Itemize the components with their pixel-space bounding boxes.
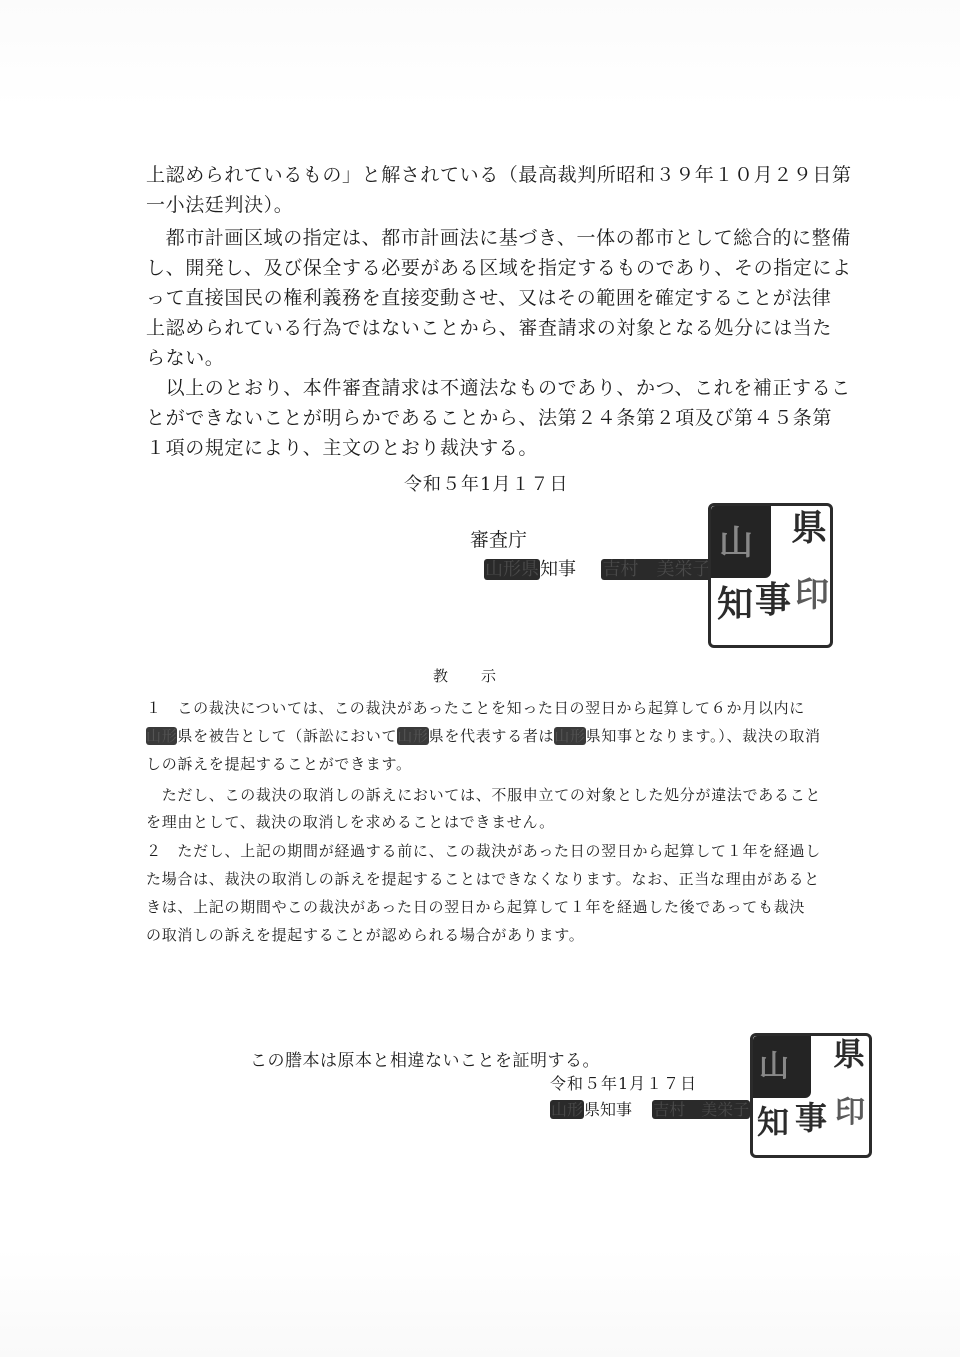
- notice-line: １ この裁決については、この裁決があったことを知った日の翌日から起算して６か月以内に: [146, 699, 805, 717]
- body-line: とができないことが明らかであることから、法第２４条第２項及び第４５条第: [146, 407, 833, 429]
- governor-title: 知事: [540, 559, 576, 580]
- body-line: し、開発し、及び保全する必要がある区域を指定するものであり、その指定によ: [146, 257, 852, 279]
- notice-heading: 教 示: [433, 667, 498, 685]
- notice-line: を理由として、裁決の取消しを求めることはできません。: [146, 813, 555, 831]
- seal-char: 印: [795, 575, 829, 615]
- body-line: って直接国民の権利義務を直接変動させ、又はその範囲を確定することが法律: [146, 287, 832, 309]
- seal-char: 知: [717, 583, 754, 625]
- notice-line: た場合は、裁決の取消しの訴えを提起することはできなくなります。なお、正当な理由があると: [146, 870, 820, 888]
- decision-signatory: [484, 555, 711, 581]
- decision-date: 令和５年1月１７日: [404, 474, 569, 495]
- notice-line: の取消しの訴えを提起することが認められる場合があります。: [146, 926, 585, 944]
- certification-statement: この謄本は原本と相違ないことを証明する。: [250, 1051, 600, 1071]
- body-line: らない。: [146, 347, 225, 369]
- seal-char: 山: [759, 1049, 789, 1084]
- review-authority-label: 審査庁: [470, 529, 528, 551]
- redacted-prefecture: 山形: [554, 727, 586, 745]
- seal-char: 事: [755, 579, 792, 621]
- redacted-prefecture: 山形県: [485, 559, 539, 580]
- body-line: 上認められている行為ではないことから、審査請求の対象となる処分には当た: [146, 317, 833, 339]
- body-line: １項の規定により、主文のとおり裁決する。: [146, 437, 539, 459]
- seal-char: 山: [719, 523, 753, 563]
- body-line: 都市計画区域の指定は、都市計画法に基づき、一体の都市として総合的に整備: [146, 227, 851, 249]
- notice-line: しの訴えを提起することができます。: [146, 755, 412, 773]
- seal-char: 県: [791, 507, 828, 549]
- governor-title: 県知事: [584, 1100, 633, 1119]
- seal-char: 知: [757, 1103, 790, 1141]
- redacted-governor-name: 吉村 美栄子: [602, 559, 711, 580]
- notice-line: ただし、この裁決の取消しの訴えにおいては、不服申立ての対象とした処分が違法であること: [146, 786, 822, 804]
- certification-date: 令和５年1月１７日: [550, 1074, 698, 1093]
- body-line: 上認められているもの」と解されている（最高裁判所昭和３９年１０月２９日第: [146, 164, 852, 186]
- redacted-governor-name: 吉村 美栄子: [653, 1100, 750, 1119]
- redacted-prefecture: 山形: [551, 1100, 584, 1119]
- seal-char: 事: [795, 1099, 828, 1137]
- certification-signatory: [550, 1097, 750, 1120]
- seal-char: 県: [833, 1035, 866, 1073]
- official-seal: [750, 1033, 872, 1158]
- notice-line: きは、上記の期間やこの裁決があった日の翌日から起算して１年を経過した後であっても裁決: [146, 898, 806, 916]
- redacted-prefecture: 山形: [146, 727, 178, 745]
- notice-line: 山形県を被告として（訴訟において山形県を代表する者は山形県知事となります。）、裁決の取消: [146, 727, 821, 745]
- redacted-prefecture: 山形: [397, 727, 429, 745]
- seal-char: 印: [835, 1095, 865, 1130]
- body-line: 一小法廷判決）。: [146, 194, 294, 216]
- official-seal: [708, 503, 833, 648]
- notice-line: ２ ただし、上記の期間が経過する前に、この裁決があった日の翌日から起算して１年を経過し: [146, 842, 821, 860]
- body-line: 以上のとおり、本件審査請求は不適法なものであり、かつ、これを補正するこ: [146, 377, 851, 399]
